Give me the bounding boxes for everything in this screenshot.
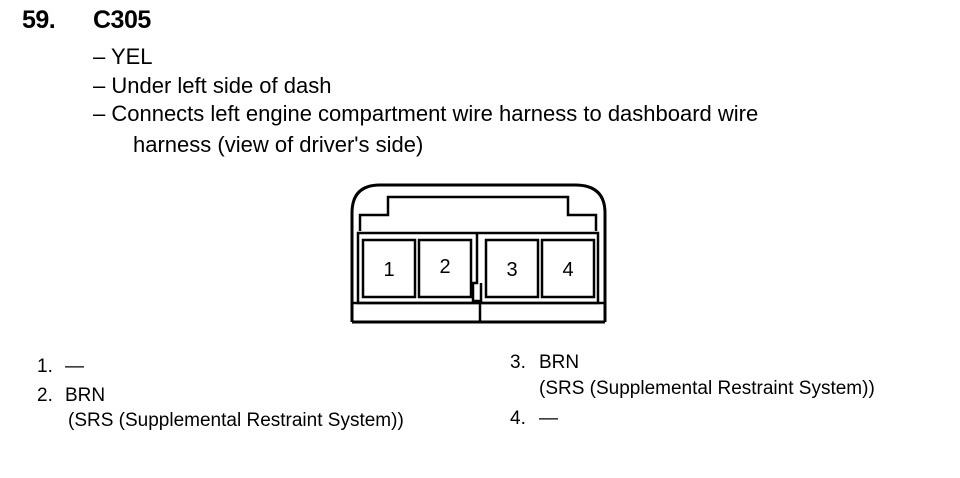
pin-1-wire: — [65, 356, 84, 377]
pin-2-number: 2. [37, 385, 53, 406]
pin-3-wire: BRN [539, 352, 580, 373]
pin-4-wire: — [539, 408, 558, 429]
location-line: – Under left side of dash [93, 73, 332, 98]
pin-3-number: 3. [510, 352, 526, 373]
connects-line-2: harness (view of driver's side) [133, 132, 424, 157]
pin-3-note: (SRS (Supplemental Restraint System)) [539, 378, 875, 399]
connector-diagram [340, 175, 620, 330]
connector-lock-tab [360, 197, 596, 231]
wire-color-line: – YEL [93, 44, 153, 69]
center-key [473, 233, 481, 301]
pin-label-3: 3 [506, 259, 518, 281]
connects-line-1: – Connects left engine compartment wire harness to dashboard wire [93, 101, 759, 126]
entry-number: 59. [22, 6, 56, 34]
pin-label-1: 1 [383, 259, 395, 281]
pin-4-number: 4. [510, 408, 526, 429]
connector-id: C305 [93, 6, 151, 34]
pin-2-note: (SRS (Supplemental Restraint System)) [68, 410, 404, 431]
pin-label-4: 4 [562, 259, 574, 281]
pin-2-wire: BRN [65, 385, 106, 406]
pin-1-number: 1. [37, 356, 53, 377]
pin-label-2: 2 [439, 256, 451, 278]
